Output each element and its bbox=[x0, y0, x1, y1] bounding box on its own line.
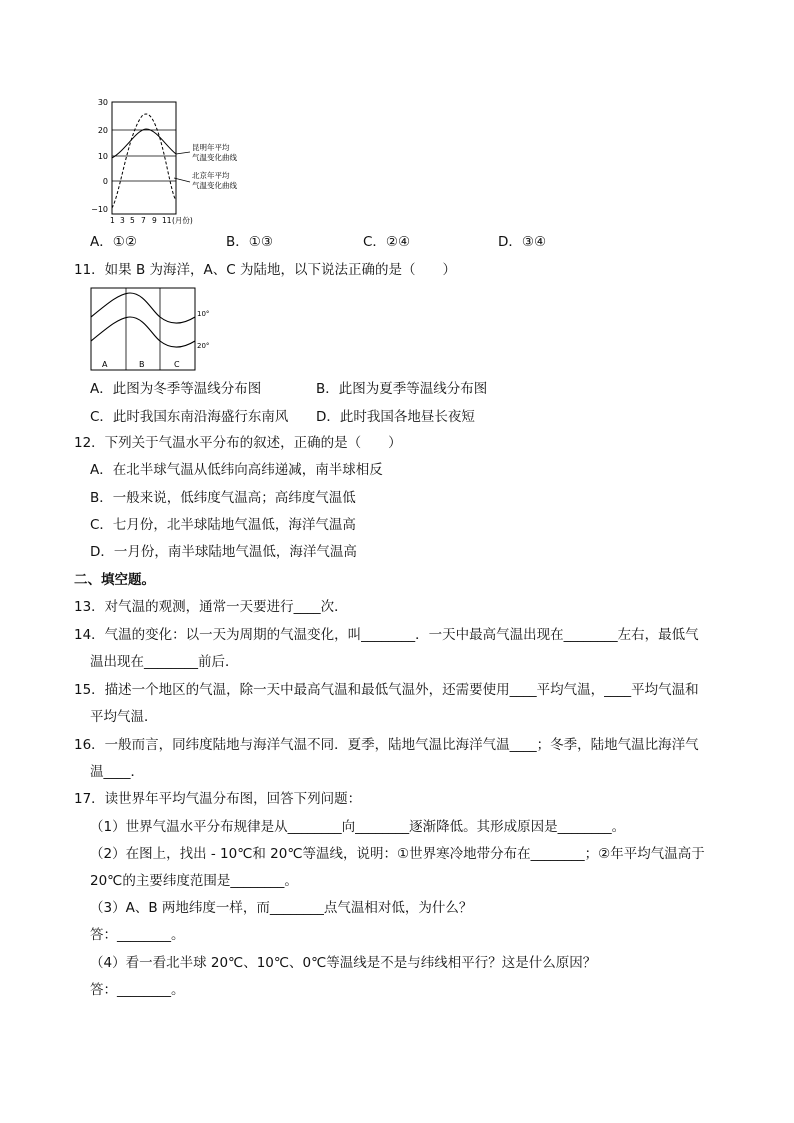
legend-kunming-line2: 气温变化曲线 bbox=[192, 153, 237, 162]
q15-line1: 15．描述一个地区的气温，除一天中最高气温和最低气温外，还需要使用____平均气温，____平均气温和 bbox=[74, 682, 699, 698]
q10-option-b: B．①③ bbox=[226, 234, 273, 250]
q17-part2-line2: 20℃的主要纬度范围是________。 bbox=[90, 873, 298, 889]
q17-stem: 17．读世界年平均气温分布图，回答下列问题： bbox=[74, 791, 362, 807]
q12-option-d: D．一月份，南半球陆地气温低，海洋气温高 bbox=[90, 544, 357, 560]
q17-part4-answer: 答：________。 bbox=[90, 982, 185, 998]
kunming-curve bbox=[112, 129, 176, 158]
q10-option-c: C．②④ bbox=[363, 234, 411, 250]
q10-option-d: D．③④ bbox=[498, 234, 547, 250]
q12-option-c: C．七月份，北半球陆地气温低，海洋气温高 bbox=[90, 517, 356, 533]
x-unit: (月份) bbox=[172, 216, 193, 225]
q17-part3: （3）A、B 两地纬度一样，而________点气温相对低，为什么？ bbox=[90, 900, 473, 916]
q15-line2: 平均气温． bbox=[90, 709, 158, 725]
q16-line2: 温____． bbox=[90, 764, 144, 780]
isotherm-20 bbox=[91, 317, 195, 347]
y-tick-0: 0 bbox=[102, 177, 108, 186]
q17-part4: （4）看一看北半球 20℃、10℃、0℃等温线是不是与纬线相平行？这是什么原因？ bbox=[90, 955, 597, 971]
q11-option-c: C．此时我国东南沿海盛行东南风 bbox=[90, 409, 289, 425]
isotherm-10 bbox=[91, 293, 195, 323]
x-tick-3: 3 bbox=[120, 216, 125, 225]
q10-option-a: A．①② bbox=[90, 234, 137, 250]
x-tick-9: 9 bbox=[152, 216, 157, 225]
temperature-curve-figure bbox=[86, 94, 262, 226]
y-tick-10: 10 bbox=[97, 152, 108, 161]
q17-part1: （1）世界气温水平分布规律是从________向________逐渐降低。其形成原因是________。 bbox=[90, 819, 626, 835]
section-heading-fill-in: 二、填空题。 bbox=[74, 572, 155, 588]
x-tick-11: 11 bbox=[162, 216, 172, 225]
legend-beijing-line2: 气温变化曲线 bbox=[192, 181, 237, 190]
q13: 13．对气温的观测，通常一天要进行____次． bbox=[74, 599, 348, 615]
q14-line1: 14．气温的变化：以一天为周期的气温变化，叫________．一天中最高气温出现在________左右，最低气 bbox=[74, 627, 699, 643]
label-c: C bbox=[174, 360, 180, 369]
q11-stem: 11．如果 B 为海洋，A、C 为陆地，以下说法正确的是（ ） bbox=[74, 262, 456, 278]
q11-option-d: D．此时我国各地昼长夜短 bbox=[316, 409, 475, 425]
label-a: A bbox=[102, 360, 108, 369]
label-iso20: 20° bbox=[197, 342, 210, 350]
y-tick-20: 20 bbox=[97, 126, 108, 135]
x-tick-1: 1 bbox=[110, 216, 115, 225]
q12-option-b: B．一般来说，低纬度气温高；高纬度气温低 bbox=[90, 490, 356, 506]
q16-line1: 16．一般而言，同纬度陆地与海洋气温不同．夏季，陆地气温比海洋气温____；冬季，陆地气温比海洋气 bbox=[74, 737, 699, 753]
y-tick-30: 30 bbox=[97, 98, 108, 107]
q11-option-b: B．此图为夏季等温线分布图 bbox=[316, 381, 488, 397]
label-b: B bbox=[139, 360, 145, 369]
q12-stem: 12．下列关于气温水平分布的叙述，正确的是（ ） bbox=[74, 435, 402, 451]
legend-beijing-line1: 北京年平均 bbox=[192, 171, 230, 180]
q14-line2: 温出现在________前后． bbox=[90, 654, 239, 670]
x-tick-7: 7 bbox=[141, 216, 146, 225]
y-tick-minus10: −10 bbox=[91, 205, 108, 214]
q17-part3-answer: 答：________。 bbox=[90, 927, 185, 943]
x-tick-5: 5 bbox=[130, 216, 135, 225]
q11-option-a: A．此图为冬季等温线分布图 bbox=[90, 381, 262, 397]
beijing-curve bbox=[112, 114, 176, 208]
q12-option-a: A．在北半球气温从低纬向高纬递减，南半球相反 bbox=[90, 462, 383, 478]
legend-kunming-line1: 昆明年平均 bbox=[192, 143, 230, 152]
q17-part2-line1: （2）在图上，找出 - 10℃和 20℃等温线，说明：①世界寒冷地带分布在________；②年平均气温高于 bbox=[90, 846, 705, 862]
label-iso10: 10° bbox=[197, 310, 210, 318]
isotherm-figure bbox=[90, 287, 214, 373]
